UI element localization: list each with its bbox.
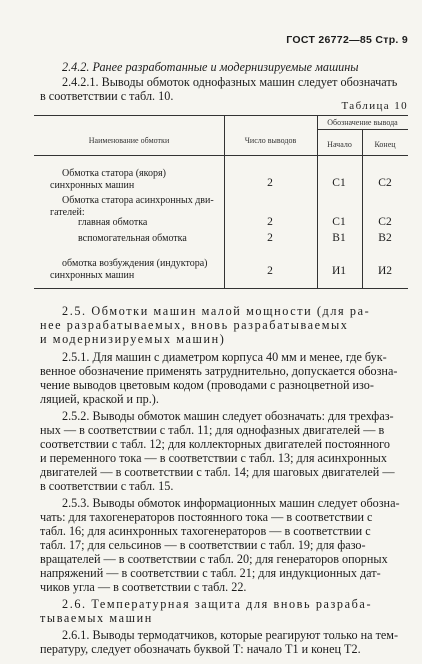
section-title-2-5-line3: и модернизируемых машин) bbox=[40, 332, 226, 346]
row5-count: 2 bbox=[267, 265, 273, 277]
row2-name-line2: гателей: bbox=[50, 207, 85, 218]
row3-end: C2 bbox=[378, 216, 392, 228]
row2-name-line1: Обмотка статора асинхронных дви- bbox=[62, 195, 214, 206]
row1-name-line1: Обмотка статора (якоря) bbox=[62, 168, 166, 179]
table-top-rule bbox=[34, 115, 408, 116]
p253-line6: напряжений — в соответствии с табл. 21; для индукционных дат- bbox=[40, 566, 381, 580]
row5-name-line1: обмотка возбуждения (индуктора) bbox=[62, 258, 208, 269]
row4-count: 2 bbox=[267, 232, 273, 244]
p253-line2: чать: для тахогенераторов постоянного тока — в соответствии с bbox=[40, 510, 373, 524]
paragraph-2-4-2-1-line2: в соответствии с табл. 10. bbox=[40, 89, 174, 103]
row5-start: И1 bbox=[331, 265, 347, 277]
p253-line7: чиков угла — в соответствии с табл. 22. bbox=[40, 580, 247, 594]
p252-line5: двигателей — в соответствии с табл. 14; для шаговых двигателей — bbox=[40, 465, 395, 479]
p261-line1: 2.6.1. Выводы термодатчиков, которые реагируют только на тем- bbox=[62, 628, 399, 642]
row4-name: вспомогательная обмотка bbox=[78, 233, 187, 244]
paragraph-2-4-2-1-line1: 2.4.2.1. Выводы обмоток однофазных машин следует обозначать bbox=[62, 75, 398, 89]
row1-start: C1 bbox=[332, 177, 346, 189]
page-header: ГОСТ 26772—85 Стр. 9 bbox=[286, 34, 408, 46]
th-lead-count: Число выводов bbox=[244, 136, 297, 145]
row1-name-line2: синхронных машин bbox=[50, 180, 135, 191]
p251-line4: ляцией, краской и пр.). bbox=[40, 392, 159, 406]
table-caption: Таблица 10 bbox=[341, 100, 408, 112]
row5-end: И2 bbox=[377, 265, 393, 277]
section-title-2-4-2: 2.4.2. Ранее разработанные и модернизируемые машины bbox=[62, 60, 359, 74]
p252-line3: соответствии с табл. 12; для коллекторных двигателей постоянного bbox=[40, 437, 390, 451]
p253-line3: табл. 16; для асинхронных тахогенераторов — в соответствии с bbox=[40, 524, 371, 538]
table-header-rule bbox=[34, 155, 408, 156]
p252-line2: ных — в соответствии с табл. 11; для однофазных двигателей — в bbox=[40, 423, 385, 437]
th-lead-designation: Обозначение вывода bbox=[327, 118, 398, 127]
row4-start: B1 bbox=[332, 232, 346, 244]
p252-line4: и переменного тока — в соответствии с табл. 13; для асинхронных bbox=[40, 451, 387, 465]
p252-line1: 2.5.2. Выводы обмоток машин следует обозначать: для трехфаз- bbox=[62, 409, 394, 423]
section-title-2-5-line1: 2.5. Обмотки машин малой мощности (для ра- bbox=[62, 304, 371, 318]
p253-line5: вращателей — в соответствии с табл. 20; для генераторов опорных bbox=[40, 552, 388, 566]
p251-line2: венное обозначение применять затруднительно, допускается обозна- bbox=[40, 364, 398, 378]
table-10 bbox=[34, 115, 408, 289]
section-title-2-5-line2: нее разрабатываемых, вновь разрабатываемых bbox=[40, 318, 349, 332]
row3-name: главная обмотка bbox=[78, 217, 148, 228]
p251-line1: 2.5.1. Для машин с диаметром корпуса 40 мм и менее, где бук- bbox=[62, 350, 387, 364]
p251-line3: чение выводов цветовым кодом (проводами с разноцветной изо- bbox=[40, 378, 374, 392]
p252-line6: в соответствии с табл. 15. bbox=[40, 479, 174, 493]
row5-name-line2: синхронных машин bbox=[50, 270, 135, 281]
th-end: Конец bbox=[374, 140, 396, 149]
row3-count: 2 bbox=[267, 216, 273, 228]
row3-start: C1 bbox=[332, 216, 346, 228]
th-winding-name: Наименование обмотки bbox=[88, 136, 170, 145]
section-title-2-6-line2: тываемых машин bbox=[40, 611, 153, 625]
row1-count: 2 bbox=[267, 177, 273, 189]
th-start: Начало bbox=[327, 140, 352, 149]
row4-end: B2 bbox=[378, 232, 392, 244]
row1-end: C2 bbox=[378, 177, 392, 189]
table-bottom-rule bbox=[34, 288, 408, 289]
p253-line1: 2.5.3. Выводы обмоток информационных машин следует обозна- bbox=[62, 496, 400, 510]
p253-line4: табл. 17; для сельсинов — в соответствии с табл. 19; для фазо- bbox=[40, 538, 366, 552]
section-title-2-6-line1: 2.6. Температурная защита для вновь разраба- bbox=[62, 597, 373, 611]
p261-line2: пературу, следует обозначать буквой Т: начало Т1 и конец Т2. bbox=[40, 642, 361, 656]
